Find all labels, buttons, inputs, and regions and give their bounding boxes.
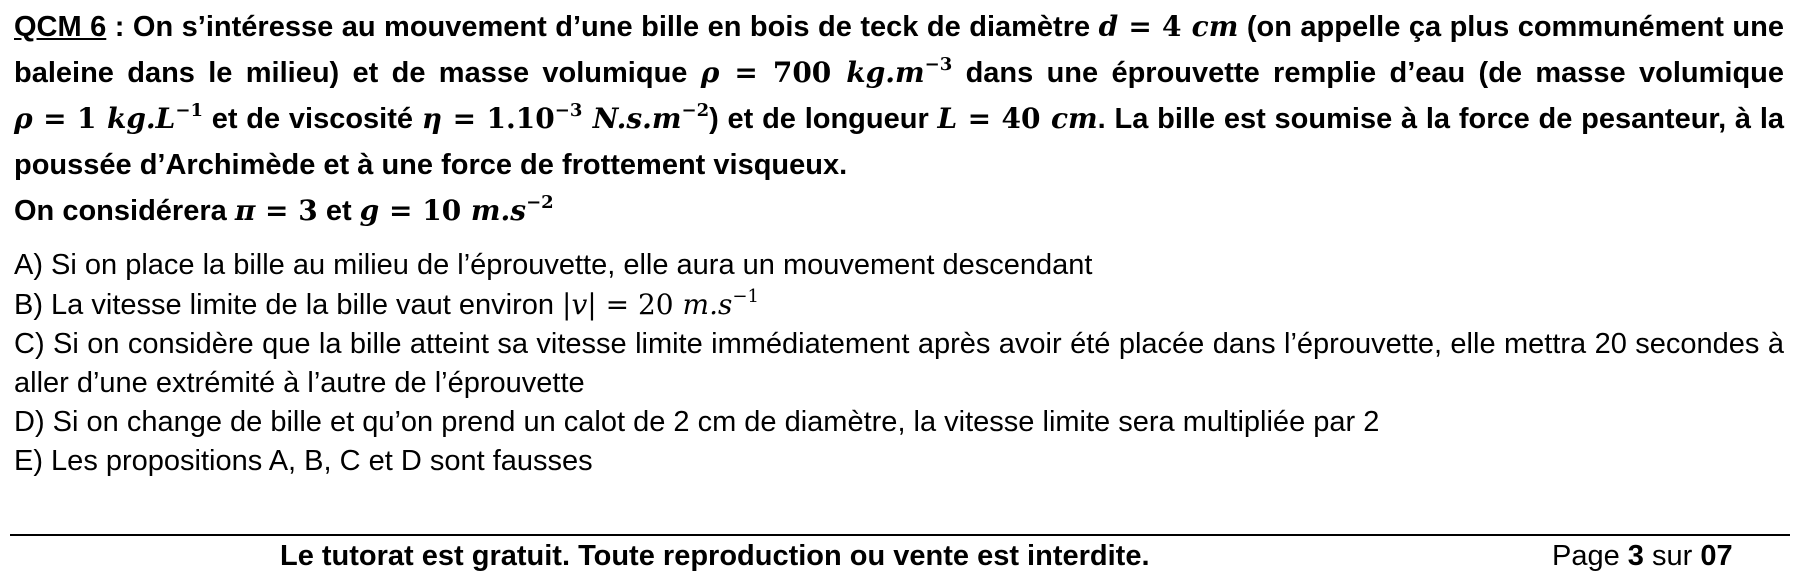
wood-density-value: = 700 xyxy=(719,56,847,89)
viscosity-formula xyxy=(422,102,709,135)
option-b-text: B) La vitesse limite de la bille vaut environ xyxy=(14,289,563,321)
question-intro-text: : On s’intéresse au mouvement d’une bille en bois de teck de diamètre xyxy=(106,11,1099,43)
gravity-variable: g xyxy=(359,194,380,227)
footer-divider xyxy=(10,534,1790,536)
length-unit: cm xyxy=(1050,102,1098,135)
pi-value: = 3 xyxy=(255,194,318,227)
gravity-unit: m.s xyxy=(470,194,527,227)
viscosity-variable: η xyxy=(421,102,443,135)
diameter-variable: d xyxy=(1098,10,1119,43)
document-page xyxy=(14,4,1784,481)
option-d: D) Si on change de bille et qu’on prend un calot de 2 cm de diamètre, la vitesse limite sera multipliée par 2 xyxy=(14,406,1380,438)
velocity-exponent: −1 xyxy=(732,286,759,307)
viscosity-value: = 1.10 xyxy=(442,102,555,135)
question-text-4: et de viscosité xyxy=(202,103,422,135)
question-statement xyxy=(14,4,1784,188)
water-density-variable: ρ xyxy=(14,102,33,135)
question-text-5: ) et de longueur xyxy=(709,103,938,135)
gravity-value: = 10 xyxy=(379,194,471,227)
page-number xyxy=(1552,540,1733,573)
gravity-exponent: −2 xyxy=(526,192,554,213)
option-b xyxy=(14,285,1784,325)
option-e: E) Les propositions A, B, C et D sont fausses xyxy=(14,445,593,477)
water-density-formula xyxy=(14,102,203,135)
page-number-current: 3 xyxy=(1627,540,1644,572)
footer-notice: Le tutorat est gratuit. Toute reproduction ou vente est interdite. xyxy=(280,540,1150,572)
viscosity-unit-exponent: −2 xyxy=(681,100,710,121)
and-text: et xyxy=(317,195,360,227)
page-number-separator: sur xyxy=(1643,540,1701,572)
diameter-value: = 4 xyxy=(1118,10,1192,43)
diameter-formula xyxy=(1099,10,1239,43)
gravity-formula xyxy=(360,194,554,227)
wood-density-variable: ρ xyxy=(700,56,720,89)
velocity-value: = 20 xyxy=(596,288,683,321)
question-text-3: dans une éprouvette remplie d’eau (de masse volumique xyxy=(952,57,1785,89)
length-formula xyxy=(938,102,1098,135)
question-label: QCM 6 xyxy=(14,11,107,43)
question-text-6: . La bille est soumise à la force de pesanteur, à la poussée d’Archimède et à une force de frottement visqueux. xyxy=(14,103,1785,181)
wood-density-formula xyxy=(701,56,953,89)
pi-formula xyxy=(235,194,318,227)
option-a: A) Si on place la bille au milieu de l’éprouvette, elle aura un mouvement descendant xyxy=(14,249,1093,281)
page-number-total: 07 xyxy=(1700,540,1733,572)
question-text-2: (on appelle ça plus communément une baleine dans le milieu) et de masse volumique xyxy=(14,11,1784,89)
consider-text: On considérera xyxy=(14,195,235,227)
length-variable: L xyxy=(937,102,958,135)
velocity-formula xyxy=(562,288,759,321)
water-density-value: = 1 xyxy=(32,102,107,135)
wood-density-unit: kg.m xyxy=(846,56,925,89)
water-density-unit: kg.L xyxy=(106,102,176,135)
answer-options xyxy=(14,246,1784,481)
water-density-exponent: −1 xyxy=(175,100,203,121)
option-c: C) Si on considère que la bille atteint sa vitesse limite immédiatement après avoir été placée dans l’éprouvette, elle mettra 20 secondes à aller d’une extrémité à l’autre de l’éprouvette xyxy=(14,328,1784,399)
length-value: = 40 xyxy=(957,102,1051,135)
considerations-line xyxy=(14,188,1784,234)
viscosity-unit: N.s.m xyxy=(582,102,682,135)
wood-density-exponent: −3 xyxy=(924,54,953,75)
velocity-unit: m.s xyxy=(682,288,733,321)
page-number-prefix: Page xyxy=(1552,540,1628,572)
diameter-unit: cm xyxy=(1191,10,1239,43)
page-footer xyxy=(0,540,1806,580)
velocity-variable: |v| xyxy=(562,288,597,321)
viscosity-value-exponent: −3 xyxy=(554,100,583,121)
pi-variable: π xyxy=(234,194,256,227)
